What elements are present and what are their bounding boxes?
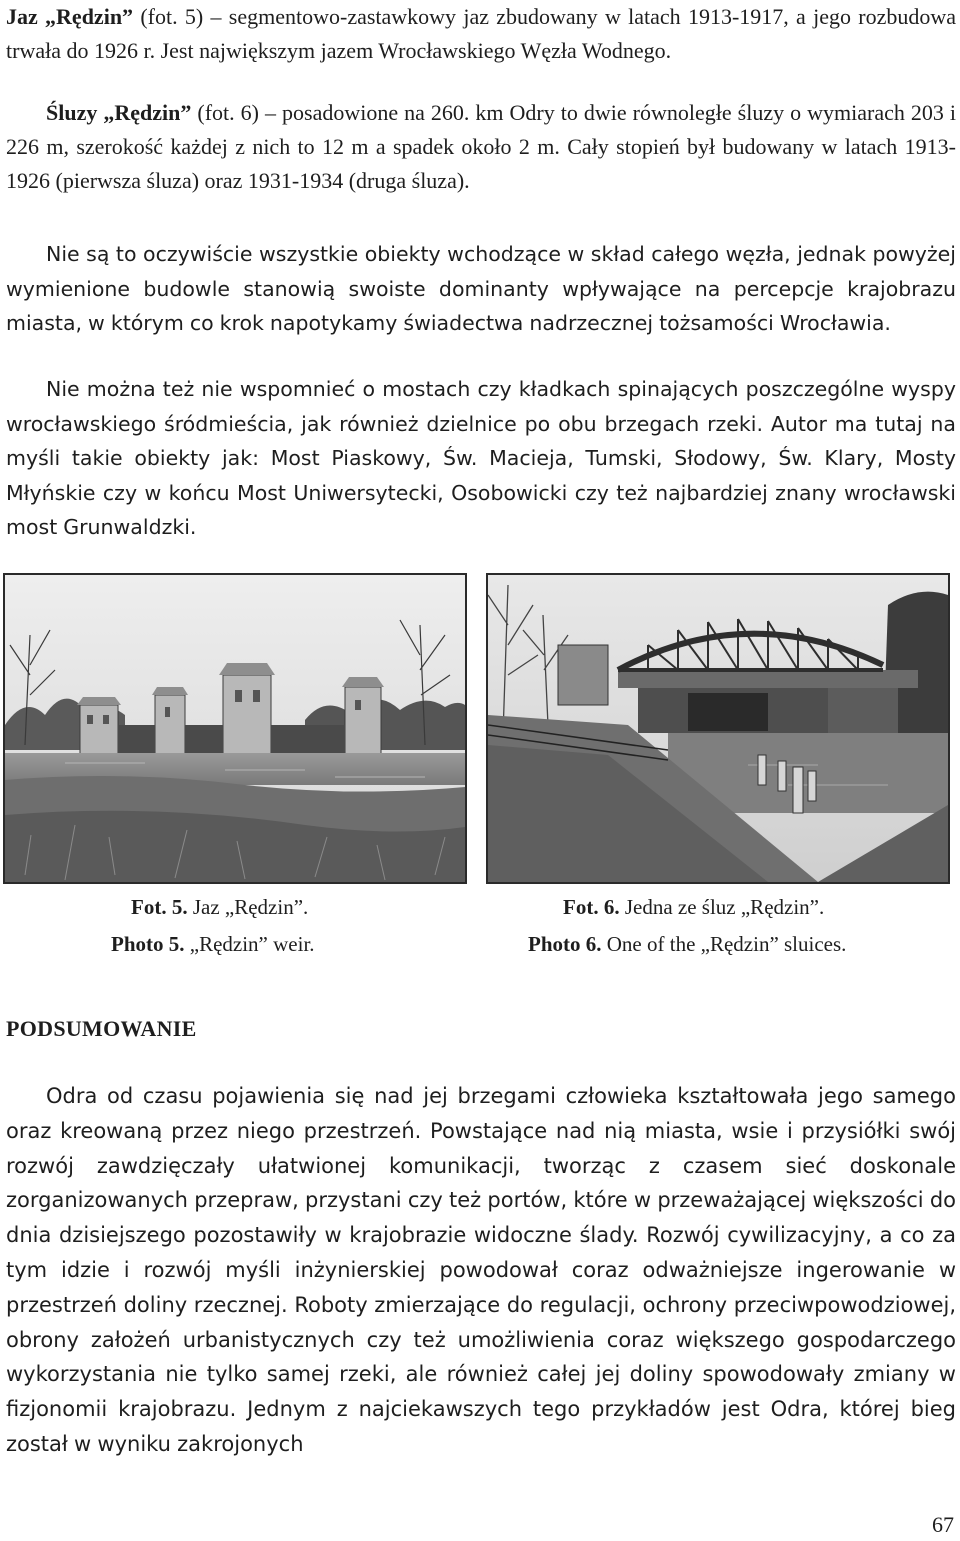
paragraph-text: (fot. 6) – posadowione na 260. km Odry to dwie równoległe śluzy o wymiarach 203 i 226 m, szerokość każdej z nich to 12 m a spadek około 2 m. Cały stopień był budowany w latach 1913-1926 (pierwsza śluza) oraz 1931-1934 (druga śluza). <box>6 100 956 193</box>
caption-text: Jaz „Rędzin”. <box>187 895 309 919</box>
photo-sluice <box>486 573 950 884</box>
caption-photo-5-pl <box>131 895 308 919</box>
caption-photo-5-en <box>111 932 315 956</box>
term-jaz-redzin: Jaz „Rędzin” <box>6 4 134 29</box>
weir-photo-illustration <box>5 575 465 882</box>
caption-text: „Rędzin” weir. <box>184 932 315 956</box>
paragraph-summary: Odra od czasu pojawienia się nad jej brzegami człowieka kształtowała jego samego oraz kreowaną przez niego przestrzeń. Powstające nad nią miasta, wsie i przysiółki swój rozwój zawdzięczały ułatwionej komunikacji, tworząc z czasem sieć doskonale zorganizowanych przepraw, przystani czy też portów, które w przeważającej większości do dnia dzisiejszego pozostawiły w krajobrazie widoczne ślady. Rozwój cywilizacyjny, a co za tym idzie i rozwój myśli inżynierskiej powodował coraz odważniejsze ingerowanie w przestrzeń doliny rzecznej. Roboty zmierzające do regulacji, ochrony przeciwpowodziowej, obrony założeń urbanistycznych czy też umożliwienia coraz większego gospodarczego wykorzystania nie tylko samej rzeki, ale również całej jej doliny spowodowały zmiany w fizjonomii krajobrazu. Jednym z najciekawszych tego przykładów jest Odra, której bieg został w wyniku zakrojonych <box>6 1084 956 1456</box>
caption-text: Jedna ze śluz „Rędzin”. <box>619 895 825 919</box>
caption-label: Photo 5. <box>111 932 185 956</box>
paragraph-dominanty: Nie są to oczywiście wszystkie obiekty wchodzące w skład całego węzła, jednak powyżej wymienione budowle stanowią swoiste dominanty wpływające na percepcje krajobrazu miasta, w którym co krok napotykamy świadectwa nadrzecznej tożsamości Wrocławia. <box>6 242 956 336</box>
paragraph-jaz-redzin <box>6 0 956 68</box>
section-heading-summary: PODSUMOWANIE <box>6 1016 197 1041</box>
caption-photo-6-pl <box>563 895 824 919</box>
sluice-photo-illustration <box>488 575 948 882</box>
paragraph-text: (fot. 5) – segmentowo-zastawkowy jaz zbudowany w latach 1913-1917, a jego rozbudowa trwała do 1926 r. Jest największym jazem Wrocławskiego Węzła Wodnego. <box>6 4 957 63</box>
term-sluzy-redzin: Śluzy „Rędzin” <box>46 100 192 125</box>
paragraph-sluzy-redzin <box>6 96 956 198</box>
caption-text: One of the „Rędzin” sluices. <box>601 932 847 956</box>
caption-label: Photo 6. <box>528 932 602 956</box>
caption-label: Fot. 6. <box>563 895 620 919</box>
photo-weir <box>3 573 467 884</box>
page-number: 67 <box>932 1512 954 1537</box>
caption-label: Fot. 5. <box>131 895 188 919</box>
caption-photo-6-en <box>528 932 846 956</box>
paragraph-mosty: Nie można też nie wspomnieć o mostach czy kładkach spinających poszczególne wyspy wrocławskiego śródmieścia, jak również dzielnice po obu brzegach rzeki. Autor ma tutaj na myśli takie obiekty jak: Most Piaskowy, Św. Macieja, Tumski, Słodowy, Św. Klary, Mosty Młyńskie czy w końcu Most Uniwersytecki, Osobowicki czy też najbardziej znany wrocławski most Grunwaldzki. <box>6 377 956 540</box>
